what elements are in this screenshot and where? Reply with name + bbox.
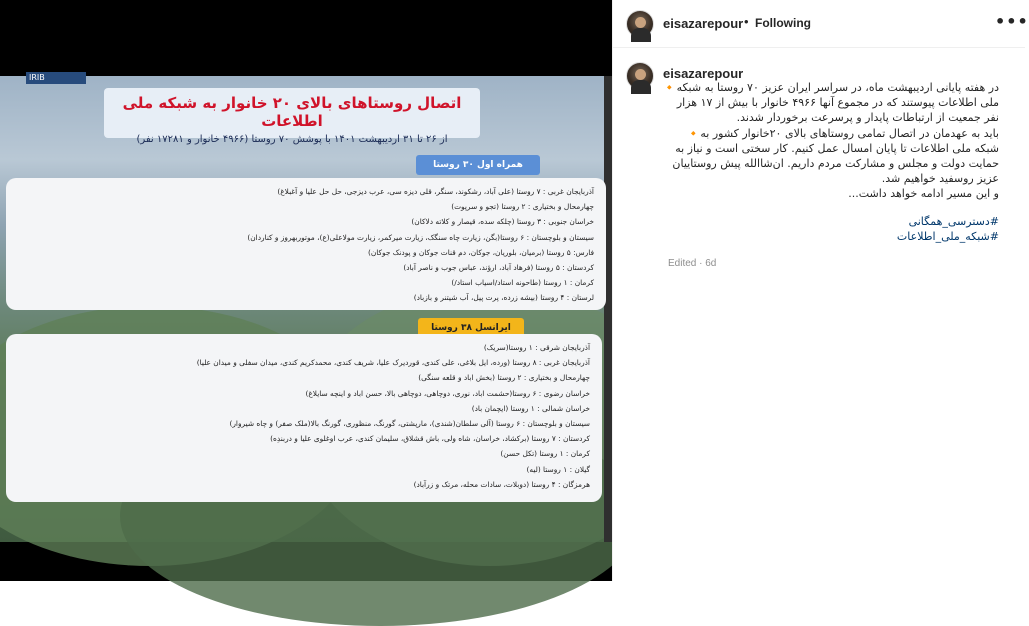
province-row: آذربایجان شرقی : ۱ روستا(سریک) (483, 343, 590, 352)
province-row: کردستان : ۷ روستا (برکشاد، خراسان، شاه ولی، باش قشلاق، سلیمان کندی، عرب اوغلوی علیا و دربندِه) (270, 434, 590, 444)
operator-tag-irancell: ایرانسل ۳۸ روستا (418, 318, 524, 338)
hashtag-link[interactable]: #شبکه_ملی_اطلاعات (896, 229, 999, 243)
caption-text: باید به عهدمان در اتصال تمامی روستاهای بالای ۲۰خانوار کشور به (700, 126, 999, 140)
media-title-box (104, 88, 480, 145)
caption-line: ملی اطلاعات پیوستند که در مجموع آنها ۴۹۶۶ خانوار با بیش از ۱۷ هزار (676, 96, 999, 110)
post-sidebar (612, 0, 1029, 581)
more-options-icon[interactable]: ••• (995, 12, 1029, 31)
avatar-body (631, 28, 651, 42)
avatar-face (635, 17, 646, 28)
caption-line: عزیز روسفید خواهیم شد. (881, 172, 999, 186)
header-username[interactable]: eisazarepour (663, 16, 744, 31)
village-list-panel-mci (6, 178, 606, 310)
tv-channel-logo: IRIB (26, 72, 86, 84)
following-button[interactable]: Following (755, 16, 811, 30)
caption-username[interactable]: eisazarepour (663, 66, 744, 81)
caption-text: در هفته پایانی اردیبهشت ماه، در سراسر ایران عزیز ۷۰ روستا به شبکه (676, 81, 999, 94)
operator-tag-mci: همراه اول ۳۰ روستا (416, 155, 540, 175)
post-header (613, 0, 1029, 48)
province-row: هرمزگان : ۴ روستا (دوبلات، سادات محله، مرتک و زرآباد) (413, 479, 590, 489)
province-row: سیستان و بلوچستان : ۶ روستا(بگن، زیارت چاه سنگک، زیارت میرکمر، زیارت مولاعلی(ع)، موتوربهروز و کناردان) (247, 232, 594, 242)
caption-line (663, 80, 999, 95)
diamond-icon: 🔸 (686, 126, 701, 140)
hashtag-link[interactable]: #دسترسی_همگانی (908, 214, 999, 228)
media-subtitle: از ۲۶ تا ۳۱ اردیبهشت ۱۴۰۱ با پوشش ۷۰ روستا (۴۹۶۶ خانوار و ۱۷۲۸۱ نفر) (136, 134, 448, 145)
province-row: آذربایجان غربی : ۷ روستا (علی آباد، رشکوند، سنگر، قلی دیزه سی، عرب دیزجی، حل حل علیا و آغبلاغ) (277, 187, 594, 196)
media-edge (604, 76, 612, 542)
media-title: اتصال روستاهای بالای ۲۰ خانوار به شبکه ملی اطلاعات (122, 94, 462, 130)
province-row: چهارمحال و بختیاری : ۲ روستا (تجو و سرپوت) (451, 202, 594, 212)
province-row: فارس: ۵ روستا (برمیان، بلوریان، جوکان، دم قنات جوکان و پودنک جوکان) (367, 247, 594, 257)
avatar[interactable] (626, 62, 654, 90)
avatar[interactable] (626, 10, 654, 38)
avatar-body (631, 80, 651, 94)
province-row: کردستان : ۵ روستا (فرهاد آباد، ارؤند، عباس جوب و ناصر آباد) (403, 263, 594, 273)
caption-line: نفر جمعیت از ارتباطات پایدار و پرسرعت برخوردار شدند. (736, 111, 999, 125)
province-row: گیلان : ۱ روستا (لیه) (526, 464, 590, 474)
village-list-panel-irancell (6, 334, 602, 502)
caption-line: و این مسیر ادامه خواهد داشت... (848, 187, 999, 201)
edited-timestamp[interactable]: Edited · 6d (668, 258, 717, 269)
avatar-face (635, 69, 646, 80)
caption-line (663, 126, 999, 141)
post-caption (663, 80, 999, 244)
hashtag-list (663, 214, 999, 244)
province-row: سیستان و بلوچستان : ۶ روستا (آلی سلطان(شندی)، مارپشتی، گورنگ، منظوری، گورنگ بالا(ملک صفر) و چاه شیروار) (229, 419, 590, 429)
separator-dot: • (744, 14, 749, 29)
province-row: کرمان : ۱ روستا (تکل حسن) (500, 449, 590, 459)
caption-line: حمایت دولت و مجلس و مشارکت مردم داریم. ان‌شاالله پیش روستاییان (672, 157, 999, 171)
province-row: چهارمحال و بختیاری : ۲ روستا (بخش اباد و قلعه سنگی) (418, 373, 590, 383)
caption-line: شبکه ملی اطلاعات تا پایان امسال عمل کنیم. کار سختی است و نیاز به (675, 141, 999, 155)
province-row: آذربایجان غربی : ۸ روستا (ورده، ایل بلاغی، علی کندی، قوردیرک علیا، شریف کندی، محمدکریم کندی، میدان سفلی و میدان علیا) (196, 358, 590, 368)
province-row: خراسان رضوی : ۶ روستا(حشمت اباد، نوری، دوچاهی، دوچاهی بالا، حسن اباد و اینچه سایلاغ) (305, 388, 590, 398)
diamond-icon: 🔸 (662, 81, 677, 94)
province-row: خراسان جنوبی : ۳ روستا (چلکه سده، قیصار و کلاته دلاکان) (411, 217, 594, 227)
province-row: خراسان شمالی : ۱ روستا (ایچمان باد) (471, 403, 590, 413)
province-row: کرمان : ۱ روستا (طاحونه استاد/اسیاب استاد/) (451, 278, 594, 288)
province-row: لرستان : ۴ روستا (بیشه زرده، پرت پیل، آب شیتنر و بازباد) (413, 293, 594, 303)
